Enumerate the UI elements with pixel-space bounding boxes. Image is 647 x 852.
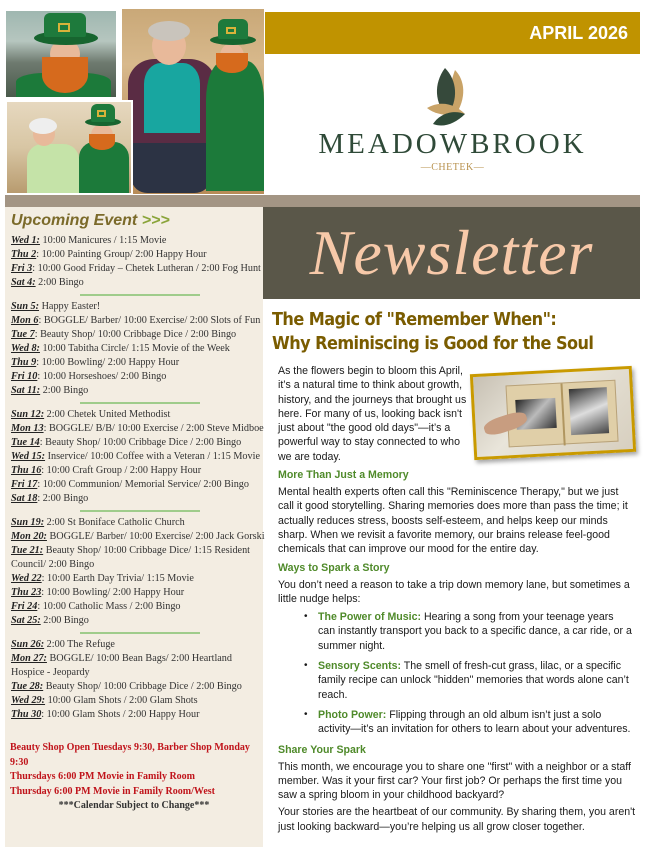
event-day: Wed 29: [11, 695, 46, 706]
event-text: Inservice/ 10:00 Coffee with a Veteran / 1:15 Movie [45, 451, 260, 462]
arrows-icon: >>> [141, 212, 170, 229]
calendar-event [11, 328, 261, 342]
event-day: Sat 11: [11, 385, 41, 396]
event-day: Sat 25: [11, 615, 41, 626]
spark-bullet-list [272, 610, 640, 736]
event-day: Wed 8: [11, 343, 40, 354]
week-divider [80, 294, 200, 296]
event-text: Happy Easter! [39, 301, 101, 312]
calendar-sidebar [5, 207, 263, 847]
calendar-event [11, 370, 261, 384]
event-day: Mon 13 [11, 423, 44, 434]
calendar-event [11, 436, 261, 450]
event-day: Thu 9 [11, 357, 37, 368]
section-body-spark: You don’t need a reason to take a trip down memory lane, but sometimes a little nudge helps: [278, 578, 630, 605]
calendar-event [11, 342, 261, 356]
section-body-share-1: This month, we encourage you to share one "first" with a neighbor or a staff member. Was it your first car? Your first job? Or perhaps the first time you saw a spring bloom in your childhood backyard? [278, 760, 631, 802]
photo-resident-with-leprechaun [121, 8, 265, 195]
week-divider [80, 632, 200, 634]
event-day: Fri 24 [11, 601, 38, 612]
notices [10, 741, 263, 799]
bullet-lead: Photo Power: [318, 708, 387, 721]
newsletter-banner [263, 207, 640, 299]
notice-line: Beauty Shop Open Tuesdays 9:30, Barber Shop Monday 9:30 [10, 742, 250, 768]
event-text: 10:00 Glam Shots / 2:00 Glam Shots [45, 695, 198, 706]
month-banner [265, 12, 640, 54]
calendar-heading-text: Upcoming Event [11, 212, 138, 229]
calendar-event [11, 586, 261, 600]
calendar-event [11, 314, 261, 328]
event-list [11, 234, 265, 722]
event-text: : 10:00 Horseshoes/ 2:00 Bingo [37, 371, 167, 382]
event-day: Tue 28: [11, 681, 44, 692]
section-heading-share: Share Your Spark [278, 743, 366, 756]
photo-resident-laughing [5, 100, 133, 195]
event-day: Wed 15: [11, 451, 46, 462]
event-day: Thu 23 [11, 587, 42, 598]
event-day: Mon 20: [11, 531, 47, 542]
event-day: Thu 30 [11, 709, 42, 720]
event-text: : Beauty Shop/ 10:00 Cribbage Dice / 2:00 Bingo [34, 329, 237, 340]
bullet-icon: • [304, 660, 308, 672]
calendar-event [11, 234, 261, 248]
spark-bullet [272, 610, 632, 653]
notice-line: Thursdays 6:00 PM Movie in Family Room [10, 771, 195, 782]
section-heading-spark: Ways to Spark a Story [278, 561, 390, 574]
notice-line: Thursday 6:00 PM Movie in Family Room/West [10, 785, 215, 797]
header-divider [5, 195, 640, 207]
bullet-text: Hearing a song from your teenage years can instantly transport you back to a specific dance, a car ride, or a summer night. [318, 611, 632, 652]
article-title-line1: The Magic of "Remember When": [272, 310, 557, 330]
leaf-logo-icon [425, 66, 475, 128]
event-day: Fri 10 [11, 371, 38, 382]
event-text: 2:00 Chetek United Methodist [44, 409, 171, 420]
calendar-event [11, 614, 261, 628]
calendar-event [11, 276, 261, 290]
event-text: BOGGLE/ 10:00 Bean Bags/ 2:00 Heartland Hospice - Jeopardy [11, 653, 232, 678]
event-text: 2:00 St Boniface Catholic Church [44, 517, 185, 528]
event-day: Tue 7 [11, 329, 35, 340]
article-intro [272, 364, 640, 464]
event-text: : Beauty Shop/ 10:00 Cribbage Dice / 2:00 Bingo [39, 437, 242, 448]
event-text: 2:00 The Refuge [44, 639, 115, 650]
event-day: Sun 26: [11, 639, 45, 650]
calendar-event [11, 492, 261, 506]
event-day: Mon 6 [11, 315, 39, 326]
event-day: Sat 4: [11, 277, 36, 288]
location-name: —CHETEK— [420, 162, 485, 173]
bullet-lead: The Power of Music: [318, 611, 422, 624]
article [272, 308, 640, 834]
event-text: : 10:00 Painting Group/ 2:00 Happy Hour [36, 249, 207, 260]
calendar-disclaimer: ***Calendar Subject to Change*** [58, 800, 210, 811]
section-heading-memory: More Than Just a Memory [278, 469, 409, 482]
event-day: Tue 14 [11, 437, 40, 448]
event-day: Fri 3 [11, 263, 33, 274]
calendar-event [11, 384, 261, 398]
event-text: : 10:00 Glam Shots / 2:00 Happy Hour [41, 709, 200, 720]
event-text: 2:00 Bingo [40, 615, 89, 626]
calendar-event [11, 516, 261, 530]
event-text: : BOGGLE/ Barber/ 10:00 Exercise/ 2:00 Slots of Fun [38, 315, 261, 326]
spark-bullet [272, 659, 632, 702]
week-divider [80, 402, 200, 404]
event-day: Thu 16 [11, 465, 42, 476]
section-body-memory: Mental health experts often call this "Reminiscence Therapy," but we just call it good storytelling. Sharing memories does more than pass the time; it actually reduces stress, boosts self-esteem, and helps keep our minds sharp. When we revisit a favorite memory, our brains release feel-good chemicals that can improve our mood for the entire day. [278, 486, 628, 556]
event-day: Sun 12: [11, 409, 45, 420]
event-text: Beauty Shop/ 10:00 Cribbage Dice / 2:00 Bingo [43, 681, 242, 692]
article-title-line2: Why Reminiscing is Good for the Soul [272, 334, 594, 354]
event-text: : 10:00 Bowling/ 2:00 Happy Hour [41, 587, 185, 598]
calendar-event [11, 300, 261, 314]
calendar-event [11, 450, 261, 464]
calendar-event [11, 262, 261, 276]
event-text: 10:00 Tabitha Circle/ 1:15 Movie of the Week [39, 343, 230, 354]
brand-name: MEADOWBROOK [318, 128, 587, 160]
calendar-event [11, 544, 261, 572]
bullet-text: Flipping through an old album isn’t just a solo activity—it’s an invitation for others to learn about your adventures. [318, 708, 631, 736]
event-text: : 10:00 Earth Day Trivia/ 1:15 Movie [41, 573, 194, 584]
spark-bullet [272, 708, 632, 737]
event-day: Fri 17 [11, 479, 38, 490]
calendar-event [11, 530, 265, 544]
event-day: Sun 5: [11, 301, 40, 312]
calendar-event [11, 652, 261, 680]
calendar-event [11, 248, 261, 262]
event-text: : 10:00 Communion/ Memorial Service/ 2:00 Bingo [37, 479, 249, 490]
calendar-event [11, 708, 261, 722]
photo-leprechaun-selfie [5, 10, 117, 98]
month-label: APRIL 2026 [529, 22, 628, 43]
event-day: Sat 18 [11, 493, 38, 504]
event-day: Wed 1: [11, 235, 40, 246]
section-body-share-2: Your stories are the heartbeat of our community. By sharing them, you aren't just looking backward—you’re helping us all grow closer together. [278, 806, 636, 833]
event-day: Tue 21: [11, 545, 44, 556]
bullet-text: The smell of fresh-cut grass, lilac, or a specific family recipe can unlock "hidden" memories that words alone can’t reach. [318, 660, 629, 701]
event-text: : 2:00 Bingo [37, 493, 89, 504]
event-text: 2:00 Bingo [40, 385, 89, 396]
calendar-event [11, 464, 261, 478]
event-text: 10:00 Manicures / 1:15 Movie [39, 235, 167, 246]
event-text: Beauty Shop/ 10:00 Cribbage Dice/ 1:15 Resident Council/ 2:00 Bingo [11, 545, 251, 570]
week-divider [80, 510, 200, 512]
event-text: 2:00 Bingo [35, 277, 84, 288]
bullet-icon: • [304, 708, 308, 720]
calendar-event [11, 572, 261, 586]
event-text: : 10:00 Good Friday – Chetek Lutheran / 2:00 Fog Hunt [32, 263, 261, 274]
intro-paragraph: As the flowers begin to bloom this April, it’s a natural time to think about growth, history, and the journeys that brought us here. For many of us, looking back isn't just about "the good old days"—it’s a powerful way to stay connected to who we are today. [278, 365, 467, 463]
meadowbrook-logo [265, 60, 640, 190]
calendar-heading [11, 212, 170, 230]
calendar-event [11, 694, 261, 708]
calendar-event [11, 638, 261, 652]
event-text: : 10:00 Bowling/ 2:00 Happy Hour [36, 357, 180, 368]
event-text: : 10:00 Catholic Mass / 2:00 Bingo [37, 601, 181, 612]
bullet-icon: • [304, 611, 308, 623]
calendar-event [11, 422, 264, 436]
event-text: : 10:00 Craft Group / 2:00 Happy Hour [41, 465, 202, 476]
calendar-event [11, 478, 261, 492]
photo-collage [5, 8, 265, 195]
event-day: Mon 27: [11, 653, 47, 664]
newsletter-title: Newsletter [309, 217, 594, 288]
event-day: Thu 2 [11, 249, 37, 260]
event-day: Sun 19: [11, 517, 45, 528]
calendar-event [11, 600, 261, 614]
calendar-event [11, 356, 261, 370]
event-text: : BOGGLE/ B/B/ 10:00 Exercise / 2:00 Steve Midboe [43, 423, 264, 434]
event-text: BOGGLE/ Barber/ 10:00 Exercise/ 2:00 Jack Gorski [46, 531, 265, 542]
photo-album-image [470, 366, 636, 460]
event-day: Wed 22 [11, 573, 42, 584]
calendar-event [11, 408, 261, 422]
calendar-event [11, 680, 261, 694]
bullet-lead: Sensory Scents: [318, 660, 402, 673]
